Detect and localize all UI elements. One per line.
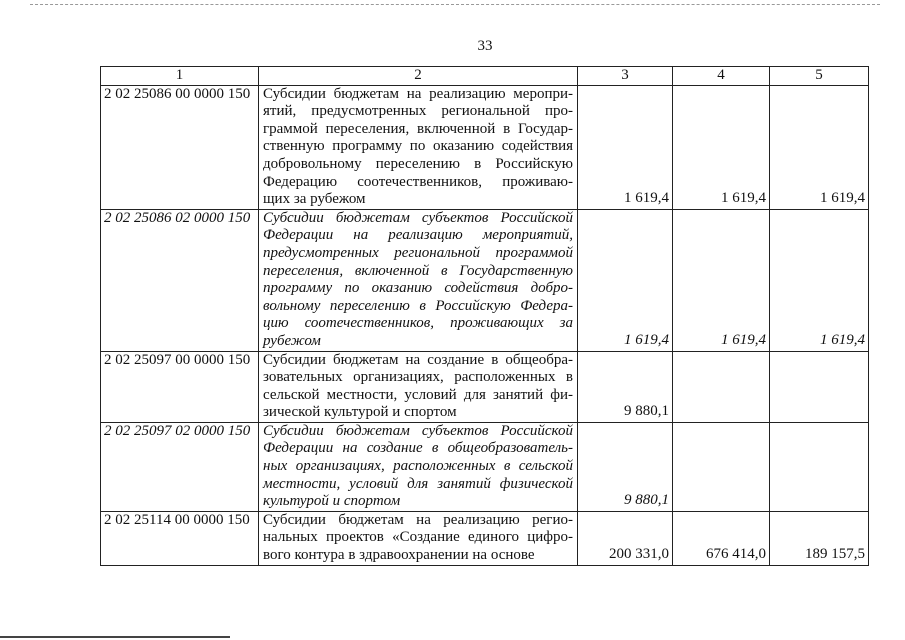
amount-col-4 — [673, 422, 770, 511]
description — [259, 351, 578, 422]
amount-col-5: 189 157,5 — [770, 511, 869, 565]
header-col-2: 2 — [259, 67, 578, 86]
description-line: программу по оказанию содействия добро- — [263, 280, 573, 297]
description-line: добровольному переселению в Российскую — [263, 155, 573, 172]
description-line: вольному переселению в Российскую Федера- — [263, 297, 573, 314]
description-line: рубежом — [263, 332, 321, 349]
description-line: местности, условий для занятий физической — [263, 475, 573, 492]
description-line: Субсидии бюджетам субъектов Российской — [263, 209, 573, 226]
description-line: ятий, предусмотренных региональной про- — [263, 103, 573, 120]
budget-code: 2 02 25086 02 0000 150 — [101, 209, 259, 351]
budget-code: 2 02 25114 00 0000 150 — [101, 511, 259, 565]
table-row — [101, 351, 869, 422]
budget-table — [100, 66, 869, 566]
budget-code: 2 02 25086 00 0000 150 — [101, 85, 259, 209]
description-line: Федерации на реализацию мероприятий, — [263, 227, 573, 244]
amount-col-3: 200 331,0 — [578, 511, 673, 565]
header-col-4: 4 — [673, 67, 770, 86]
description-line: культурой и спортом — [263, 493, 401, 510]
description-line: граммой переселения, включенной в Государ- — [263, 120, 573, 137]
amount-col-5 — [770, 422, 869, 511]
description — [259, 209, 578, 351]
amount-col-3: 9 880,1 — [578, 422, 673, 511]
amount-col-5 — [770, 351, 869, 422]
description-line: Субсидии бюджетам на реализацию меропри- — [263, 85, 573, 102]
amount-col-4: 1 619,4 — [673, 209, 770, 351]
description-line: переселения, включенной в Государственную — [263, 262, 573, 279]
description-line: щих за рубежом — [263, 191, 366, 208]
amount-col-4 — [673, 351, 770, 422]
amount-col-5: 1 619,4 — [770, 209, 869, 351]
description-line: нальных проектов «Создание единого цифро- — [263, 529, 573, 546]
amount-col-3: 1 619,4 — [578, 209, 673, 351]
amount-col-3: 1 619,4 — [578, 85, 673, 209]
table-row — [101, 422, 869, 511]
amount-col-5: 1 619,4 — [770, 85, 869, 209]
table-row — [101, 209, 869, 351]
header-col-3: 3 — [578, 67, 673, 86]
description-line: сельской местности, условий для занятий фи- — [263, 386, 573, 403]
scan-artifact-top — [30, 4, 880, 5]
description-line: зовательных организациях, расположенных в — [263, 369, 573, 386]
description — [259, 85, 578, 209]
description-line: Федерации на создание в общеобразователь- — [263, 440, 573, 457]
description-line: ных организациях, расположенных в сельской — [263, 458, 573, 475]
description-line: ственную программу по оказанию содействия — [263, 138, 573, 155]
description-line: зической культурой и спортом — [263, 404, 457, 421]
description-line: Федерацию соотечественников, проживаю- — [263, 173, 573, 190]
table-row — [101, 85, 869, 209]
page-number: 33 — [477, 38, 493, 54]
description-line: цию соотечественников, проживающих за — [263, 315, 573, 332]
description-line: Субсидии бюджетам на создание в общеобра- — [263, 351, 573, 368]
description-line: Субсидии бюджетам на реализацию регио- — [263, 511, 573, 528]
description-line: вого контура в здравоохранении на основе — [263, 547, 535, 564]
scan-artifact-bottom — [0, 636, 230, 638]
budget-code: 2 02 25097 02 0000 150 — [101, 422, 259, 511]
description-line: Субсидии бюджетам субъектов Российской — [263, 422, 573, 439]
description — [259, 422, 578, 511]
amount-col-3: 9 880,1 — [578, 351, 673, 422]
amount-col-4: 676 414,0 — [673, 511, 770, 565]
budget-code: 2 02 25097 00 0000 150 — [101, 351, 259, 422]
header-row — [101, 67, 869, 86]
header-col-5: 5 — [770, 67, 869, 86]
description-line: предусмотренных региональной программой — [263, 244, 573, 261]
description — [259, 511, 578, 565]
header-col-1: 1 — [101, 67, 259, 86]
amount-col-4: 1 619,4 — [673, 85, 770, 209]
table-row — [101, 511, 869, 565]
